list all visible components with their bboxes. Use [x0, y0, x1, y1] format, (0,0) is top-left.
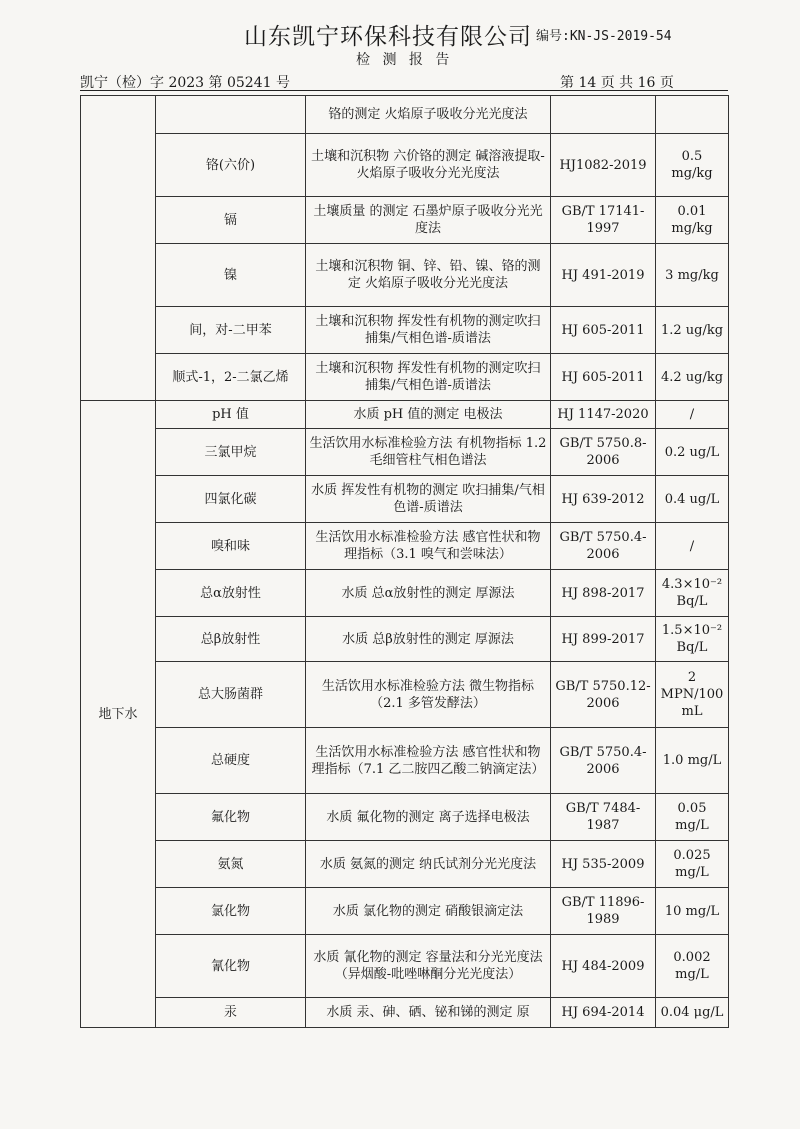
- header-divider: [80, 90, 728, 91]
- item-cell: 间，对-二甲苯: [156, 307, 306, 354]
- item-cell: 镍: [156, 244, 306, 307]
- category-cell: 地下水: [81, 401, 156, 1028]
- method-cell: 水质 氯化物的测定 硝酸银滴定法: [306, 888, 551, 935]
- standard-cell: HJ 535-2009: [551, 841, 656, 888]
- limit-cell: 1.0 mg/L: [656, 728, 729, 794]
- standard-cell: GB/T 5750.4-2006: [551, 523, 656, 570]
- item-cell: 氰化物: [156, 935, 306, 998]
- limit-cell: 2 MPN/100 mL: [656, 662, 729, 728]
- table-row: [81, 307, 729, 354]
- limit-cell: 4.2 ug/kg: [656, 354, 729, 401]
- item-cell: 氯化物: [156, 888, 306, 935]
- category-cell: [81, 96, 156, 401]
- table-row: [81, 523, 729, 570]
- item-cell: pH 值: [156, 401, 306, 429]
- method-cell: 土壤和沉积物 六价铬的测定 碱溶液提取-火焰原子吸收分光光度法: [306, 134, 551, 197]
- limit-cell: 0.5 mg/kg: [656, 134, 729, 197]
- item-cell: 总α放射性: [156, 570, 306, 617]
- method-cell: 铬的测定 火焰原子吸收分光光度法: [306, 96, 551, 134]
- table-row: [81, 841, 729, 888]
- item-cell: 顺式-1，2-二氯乙烯: [156, 354, 306, 401]
- table-row: [81, 888, 729, 935]
- method-cell: 土壤和沉积物 挥发性有机物的测定吹扫捕集/气相色谱-质谱法: [306, 354, 551, 401]
- method-cell: 生活饮用水标准检验方法 有机物指标 1.2 毛细管柱气相色谱法: [306, 429, 551, 476]
- item-cell: 总大肠菌群: [156, 662, 306, 728]
- method-cell: 水质 氨氮的测定 纳氏试剂分光光度法: [306, 841, 551, 888]
- table-row: [81, 429, 729, 476]
- limit-cell: 3 mg/kg: [656, 244, 729, 307]
- method-cell: 水质 挥发性有机物的测定 吹扫捕集/气相色谱-质谱法: [306, 476, 551, 523]
- item-cell: 总硬度: [156, 728, 306, 794]
- table-row: [81, 401, 729, 429]
- standard-cell: HJ 491-2019: [551, 244, 656, 307]
- limit-cell: 10 mg/L: [656, 888, 729, 935]
- method-cell: 水质 pH 值的测定 电极法: [306, 401, 551, 429]
- item-cell: 镉: [156, 197, 306, 244]
- method-cell: 土壤和沉积物 挥发性有机物的测定吹扫捕集/气相色谱-质谱法: [306, 307, 551, 354]
- page-info: 第 14 页 共 16 页: [560, 75, 674, 91]
- table-row: [81, 476, 729, 523]
- method-cell: 水质 氟化物的测定 离子选择电极法: [306, 794, 551, 841]
- table-row: [81, 244, 729, 307]
- table-row: [81, 134, 729, 197]
- document-number: 编号:KN-JS-2019-54: [536, 29, 672, 44]
- limit-cell: 0.05 mg/L: [656, 794, 729, 841]
- limit-cell: 4.3×10⁻² Bq/L: [656, 570, 729, 617]
- standard-cell: GB/T 7484-1987: [551, 794, 656, 841]
- standard-cell: HJ 899-2017: [551, 617, 656, 662]
- table-row: [81, 197, 729, 244]
- company-name: 山东凯宁环保科技有限公司: [244, 24, 532, 50]
- report-subtitle: 检 测 报 告: [356, 52, 454, 68]
- standard-cell: HJ 639-2012: [551, 476, 656, 523]
- method-cell: 土壤质量 的测定 石墨炉原子吸收分光光度法: [306, 197, 551, 244]
- method-cell: 土壤和沉积物 铜、锌、铅、镍、铬的测定 火焰原子吸收分光光度法: [306, 244, 551, 307]
- standard-cell: [551, 96, 656, 134]
- item-cell: 三氯甲烷: [156, 429, 306, 476]
- standard-cell: HJ1082-2019: [551, 134, 656, 197]
- limit-cell: 1.2 ug/kg: [656, 307, 729, 354]
- report-number: 凯宁（检）字 2023 第 05241 号: [80, 75, 290, 91]
- method-cell: 水质 总β放射性的测定 厚源法: [306, 617, 551, 662]
- table-row: [81, 794, 729, 841]
- standard-cell: HJ 898-2017: [551, 570, 656, 617]
- table-row: [81, 617, 729, 662]
- item-cell: 汞: [156, 998, 306, 1028]
- limit-cell: [656, 96, 729, 134]
- item-cell: 铬(六价): [156, 134, 306, 197]
- limit-cell: 0.2 ug/L: [656, 429, 729, 476]
- limit-cell: 0.04 μg/L: [656, 998, 729, 1028]
- standard-cell: GB/T 5750.12-2006: [551, 662, 656, 728]
- method-cell: 生活饮用水标准检验方法 感官性状和物理指标（7.1 乙二胺四乙酸二钠滴定法）: [306, 728, 551, 794]
- standard-cell: HJ 605-2011: [551, 354, 656, 401]
- table-row: [81, 570, 729, 617]
- limit-cell: 1.5×10⁻² Bq/L: [656, 617, 729, 662]
- standard-cell: HJ 484-2009: [551, 935, 656, 998]
- table-row: [81, 728, 729, 794]
- method-cell: 生活饮用水标准检验方法 感官性状和物理指标（3.1 嗅气和尝味法）: [306, 523, 551, 570]
- standard-cell: GB/T 5750.8-2006: [551, 429, 656, 476]
- item-cell: 氟化物: [156, 794, 306, 841]
- table-row: [81, 354, 729, 401]
- standard-cell: GB/T 11896-1989: [551, 888, 656, 935]
- item-cell: 氨氮: [156, 841, 306, 888]
- method-cell: 水质 汞、砷、硒、铋和锑的测定 原: [306, 998, 551, 1028]
- standard-cell: HJ 605-2011: [551, 307, 656, 354]
- item-cell: 四氯化碳: [156, 476, 306, 523]
- method-cell: 水质 氰化物的测定 容量法和分光光度法（异烟酸-吡唑啉酮分光光度法）: [306, 935, 551, 998]
- method-cell: 水质 总α放射性的测定 厚源法: [306, 570, 551, 617]
- limit-cell: /: [656, 401, 729, 429]
- standard-cell: HJ 1147-2020: [551, 401, 656, 429]
- item-cell: [156, 96, 306, 134]
- standard-cell: HJ 694-2014: [551, 998, 656, 1028]
- limit-cell: 0.025 mg/L: [656, 841, 729, 888]
- table-row: [81, 96, 729, 134]
- method-cell: 生活饮用水标准检验方法 微生物指标（2.1 多管发酵法）: [306, 662, 551, 728]
- standard-cell: GB/T 17141-1997: [551, 197, 656, 244]
- limit-cell: /: [656, 523, 729, 570]
- table-row: [81, 662, 729, 728]
- item-cell: 总β放射性: [156, 617, 306, 662]
- limit-cell: 0.002 mg/L: [656, 935, 729, 998]
- limit-cell: 0.01 mg/kg: [656, 197, 729, 244]
- table-row: [81, 998, 729, 1028]
- limit-cell: 0.4 ug/L: [656, 476, 729, 523]
- test-methods-table: [80, 95, 729, 1028]
- item-cell: 嗅和味: [156, 523, 306, 570]
- standard-cell: GB/T 5750.4-2006: [551, 728, 656, 794]
- table-row: [81, 935, 729, 998]
